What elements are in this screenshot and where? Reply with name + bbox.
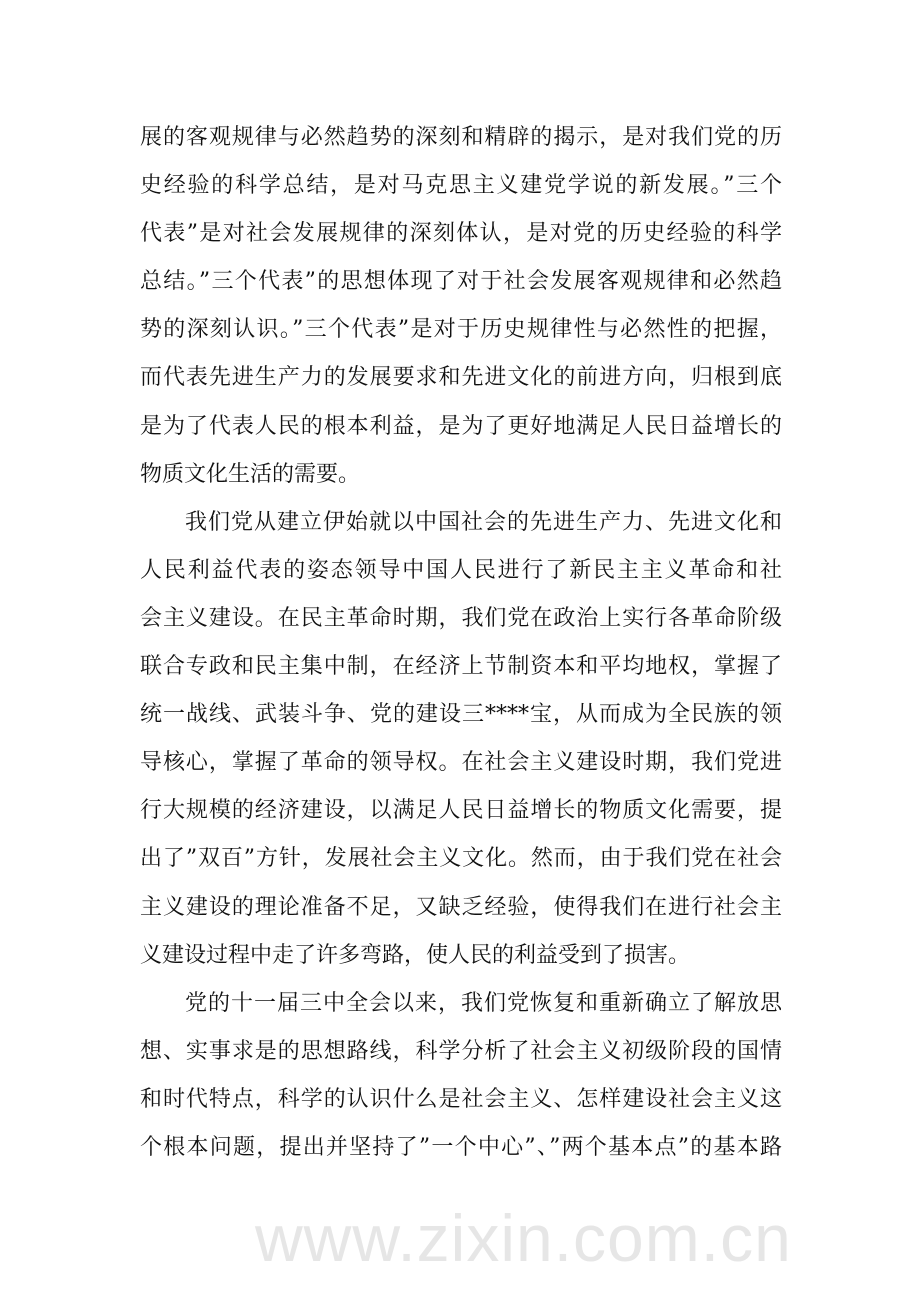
paragraph [140,114,782,499]
text-line: 物质文化生活的需要。 [140,461,361,487]
document-body [140,114,782,1172]
text-line: 展的客观规律与必然趋势的深刻和精辟的揭示，是对我们党的历 [140,125,782,150]
text-line: 史经验的科学总结，是对马克思主义建党学说的新发展。”三个 [140,173,782,199]
text-line: 而代表先进生产力的发展要求和先进文化的前进方向，归根到底 [140,365,782,391]
text-line: 会主义建设。在民主革命时期，我们党在政治上实行各革命阶级 [140,605,782,631]
text-line: 是为了代表人民的根本利益，是为了更好地满足人民日益增长的 [140,413,782,439]
paragraph [140,980,782,1172]
text-line: 联合专政和民主集中制，在经济上节制资本和平均地权，掌握了 [140,654,782,680]
text-line: 个根本问题，提出并坚持了”一个中心”、”两个基本点”的基本路 [140,1134,782,1160]
text-line: 代表”是对社会发展规律的深刻体认，是对党的历史经验的科学 [140,221,782,247]
text-line: 和时代特点，科学的认识什么是社会主义、怎样建设社会主义这 [140,1086,782,1112]
text-line: 统一战线、武装斗争、党的建设三****宝，从而成为全民族的领 [140,702,782,728]
text-line: 出了”双百”方针，发展社会主义文化。然而，由于我们党在社会 [140,846,782,872]
text-line: 党的十一届三中全会以来，我们党恢复和重新确立了解放思 [185,990,782,1016]
watermark: www.zixin.com.cn [255,1201,792,1275]
text-line: 义建设过程中走了许多弯路，使人民的利益受到了损害。 [140,942,691,968]
text-line: 行大规模的经济建设，以满足人民日益增长的物质文化需要，提 [140,798,782,824]
paragraph [140,499,782,980]
text-line: 主义建设的理论准备不足，又缺乏经验，使得我们在进行社会主 [140,894,782,920]
text-line: 导核心，掌握了革命的领导权。在社会主义建设时期，我们党进 [140,750,782,776]
text-line: 想、实事求是的思想路线，科学分析了社会主义初级阶段的国情 [140,1038,782,1064]
text-line: 我们党从建立伊始就以中国社会的先进生产力、先进文化和 [185,509,782,535]
text-line: 人民利益代表的姿态领导中国人民进行了新民主主义革命和社 [140,557,782,583]
text-line: 总结。”三个代表”的思想体现了对于社会发展客观规律和必然趋 [140,269,782,295]
text-line: 势的深刻认识。”三个代表”是对于历史规律性与必然性的把握， [140,317,782,343]
